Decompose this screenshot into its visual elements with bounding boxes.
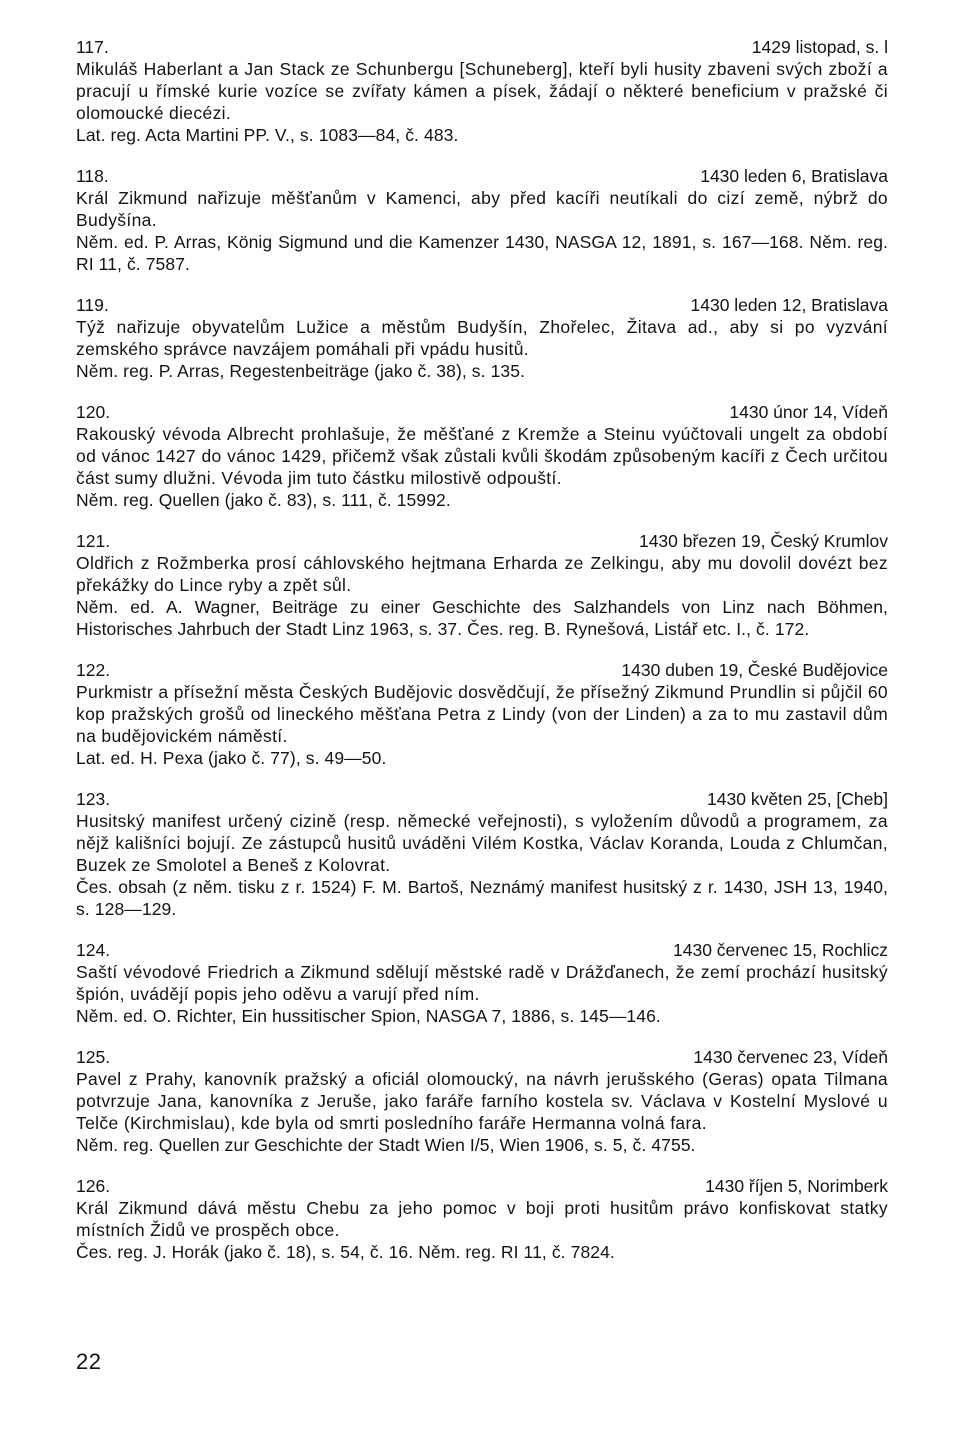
entry-header bbox=[76, 1046, 888, 1068]
entry-number: 123. bbox=[76, 789, 111, 809]
entry-header bbox=[76, 659, 888, 681]
entry-119 bbox=[76, 294, 888, 382]
entry-header bbox=[76, 36, 888, 58]
entry-123 bbox=[76, 788, 888, 920]
entry-reference: Něm. ed. P. Arras, König Sigmund und die Kamenzer 1430, NASGA 12, 1891, s. 167—168. Něm. reg. RI 11, č. 7587. bbox=[76, 232, 888, 274]
entry-summary: Purkmistr a přísežní města Českých Budějovic dosvědčují, že přísežný Zikmund Prundlin si půjčil 60 kop pražských grošů od lineckého měšťana Petra z Lindy (von der Linden) a za to mu zastavil dům na budějovickém náměstí. bbox=[76, 682, 888, 746]
entry-117 bbox=[76, 36, 888, 146]
page-number: 22 bbox=[76, 1349, 102, 1374]
entry-number: 125. bbox=[76, 1047, 111, 1067]
entry-summary: Saští vévodové Friedrich a Zikmund sdělují městské radě v Drážďanech, že zemí prochází husitský špión, uvádějí popis jeho oděvu a varují před ním. bbox=[76, 962, 888, 1004]
entry-reference: Čes. obsah (z něm. tisku z r. 1524) F. M. Bartoš, Neznámý manifest husitský z r. 1430, JSH 13, 1940, s. 128—129. bbox=[76, 877, 888, 919]
entry-summary: Král Zikmund dává městu Chebu za jeho pomoc v boji proti husitům právo konfiskovat statky místních Židů ve prospěch obce. bbox=[76, 1198, 888, 1240]
entry-date-place: 1430 leden 12, Bratislava bbox=[690, 295, 888, 315]
entry-header bbox=[76, 401, 888, 423]
entry-reference: Čes. reg. J. Horák (jako č. 18), s. 54, č. 16. Něm. reg. RI 11, č. 7824. bbox=[76, 1242, 615, 1262]
entry-125 bbox=[76, 1046, 888, 1156]
entry-summary: Pavel z Prahy, kanovník pražský a oficiál olomoucký, na návrh jerušského (Geras) opata Tilmana potvrzuje Jana, kanovníka z Jeruše, jako faráře farního kostela sv. Václava v Kostelní Myslové u Telče (Kirchmislau), kde byla od smrti posledního faráře Hermanna volná fara. bbox=[76, 1069, 888, 1133]
entry-summary: Oldřich z Rožmberka prosí cáhlovského hejtmana Erharda ze Zelkingu, aby mu dovolil dovézt bez překážky do Lince ryby a zpět sůl. bbox=[76, 553, 888, 595]
entry-number: 117. bbox=[76, 37, 109, 57]
entry-reference: Něm. ed. A. Wagner, Beiträge zu einer Geschichte des Salzhandels von Linz nach Böhmen, Historisches Jahrbuch der Stadt Linz 1963, s. 37. Čes. reg. B. Rynešová, Listář etc. I., č. 172. bbox=[76, 597, 888, 639]
entry-header bbox=[76, 294, 888, 316]
entry-date-place: 1430 říjen 5, Norimberk bbox=[705, 1176, 888, 1196]
entry-summary: Rakouský vévoda Albrecht prohlašuje, že měšťané z Kremže a Steinu vyúčtovali ungelt za období od vánoc 1427 do vánoc 1429, přičemž však zůstali kvůli škodám způsobeným kacíři z Čech určitou část sumy dlužni. Vévoda jim tuto částku milostivě odpouští. bbox=[76, 424, 888, 488]
entry-118 bbox=[76, 165, 888, 275]
entry-header bbox=[76, 788, 888, 810]
entry-number: 124. bbox=[76, 940, 111, 960]
entry-120 bbox=[76, 401, 888, 511]
entry-121 bbox=[76, 530, 888, 640]
entry-number: 126. bbox=[76, 1176, 111, 1196]
entry-date-place: 1430 červenec 23, Vídeň bbox=[693, 1047, 888, 1067]
entry-date-place: 1430 duben 19, České Budějovice bbox=[621, 660, 888, 680]
document-body bbox=[76, 36, 888, 1282]
entry-reference: Něm. reg. P. Arras, Regestenbeiträge (jako č. 38), s. 135. bbox=[76, 361, 526, 381]
entry-summary: Týž nařizuje obyvatelům Lužice a městům Budyšín, Zhořelec, Žitava ad., aby si po vyzvání zemského správce navzájem pomáhali při vpádu husitů. bbox=[76, 317, 888, 359]
entry-header bbox=[76, 530, 888, 552]
entry-summary: Mikuláš Haberlant a Jan Stack ze Schunbergu [Schuneberg], kteří byli husity zbaveni svých zboží a pracují u římské kurie vozíce se zvířaty kámen a písek, žádají o některé beneficium v pražské či olomoucké diecézi. bbox=[76, 59, 888, 123]
entry-124 bbox=[76, 939, 888, 1027]
entry-number: 122. bbox=[76, 660, 111, 680]
entry-122 bbox=[76, 659, 888, 769]
entry-reference: Lat. ed. H. Pexa (jako č. 77), s. 49—50. bbox=[76, 748, 387, 768]
entry-number: 121. bbox=[76, 531, 111, 551]
entry-date-place: 1430 leden 6, Bratislava bbox=[700, 166, 888, 186]
entry-number: 120. bbox=[76, 402, 111, 422]
entry-header bbox=[76, 939, 888, 961]
entry-reference: Něm. ed. O. Richter, Ein hussitischer Spion, NASGA 7, 1886, s. 145—146. bbox=[76, 1006, 661, 1026]
entry-date-place: 1429 listopad, s. l bbox=[751, 37, 888, 57]
entry-header bbox=[76, 165, 888, 187]
entry-number: 118. bbox=[76, 166, 109, 186]
entry-date-place: 1430 červenec 15, Rochlicz bbox=[673, 940, 888, 960]
entry-number: 119. bbox=[76, 295, 109, 315]
entry-date-place: 1430 březen 19, Český Krumlov bbox=[638, 531, 888, 551]
entry-header bbox=[76, 1175, 888, 1197]
entry-reference: Lat. reg. Acta Martini PP. V., s. 1083—84, č. 483. bbox=[76, 125, 459, 145]
entry-reference: Něm. reg. Quellen zur Geschichte der Stadt Wien I/5, Wien 1906, s. 5, č. 4755. bbox=[76, 1135, 696, 1155]
entry-date-place: 1430 květen 25, [Cheb] bbox=[707, 789, 888, 809]
entry-summary: Král Zikmund nařizuje měšťanům v Kamenci, aby před kacíři neutíkali do cizí země, nýbrž do Budyšína. bbox=[76, 188, 888, 230]
entry-reference: Něm. reg. Quellen (jako č. 83), s. 111, č. 15992. bbox=[76, 490, 451, 510]
entry-126 bbox=[76, 1175, 888, 1263]
entry-summary: Husitský manifest určený cizině (resp. německé veřejnosti), s vyložením důvodů a programem, za nějž kališníci bojují. Ze zástupců husitů uváděni Vilém Kostka, Václav Koranda, Louda z Chlumčan, Buzek ze Smolotel a Beneš z Kolovrat. bbox=[76, 811, 888, 875]
entry-date-place: 1430 únor 14, Vídeň bbox=[729, 402, 888, 422]
